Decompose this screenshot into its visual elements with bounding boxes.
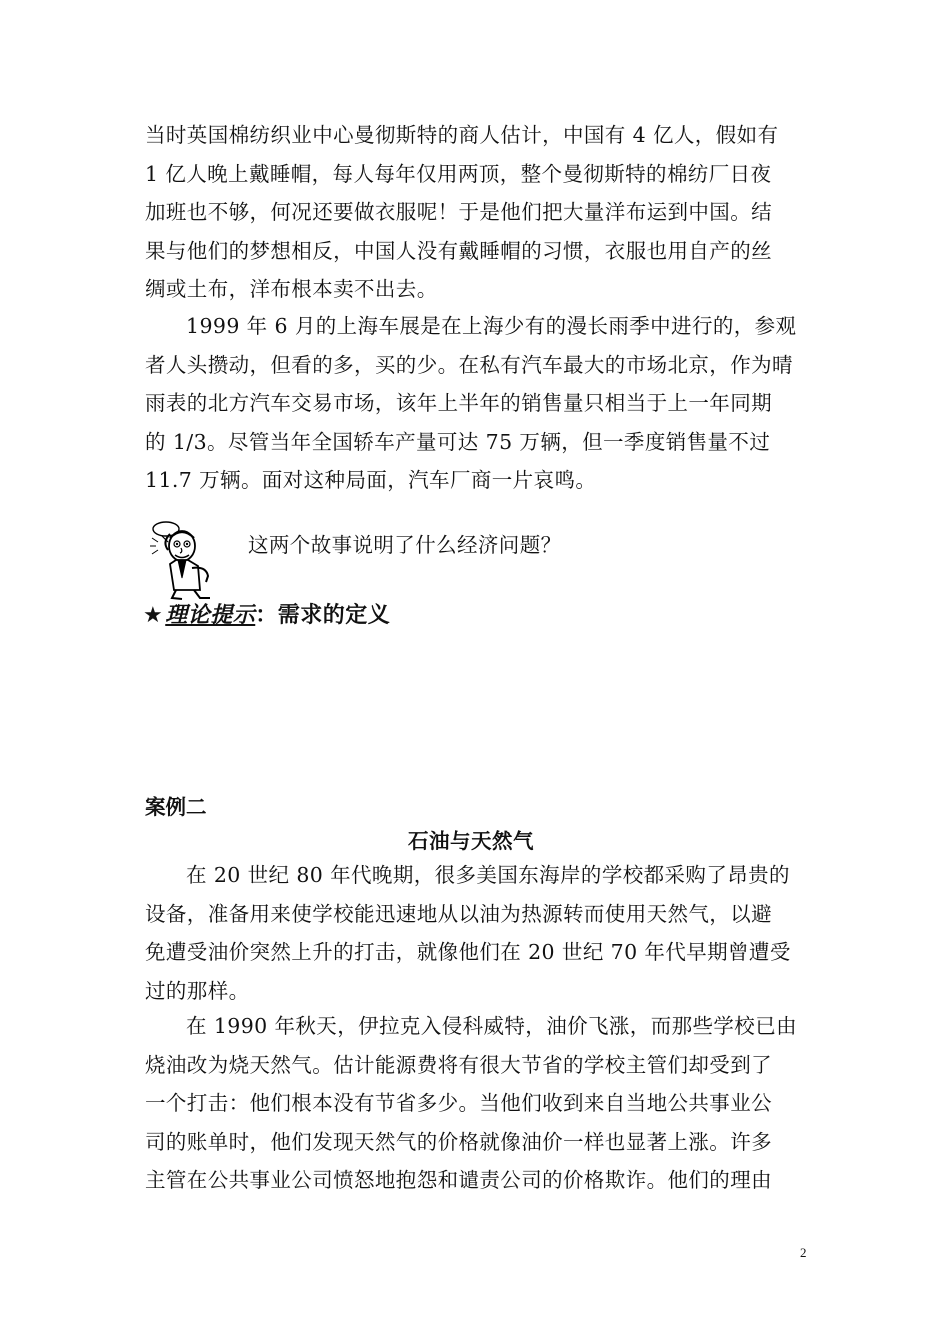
paragraph-auto-show-story <box>145 307 809 500</box>
text-line: 果与他们的梦想相反，中国人没有戴睡帽的习惯，衣服也用自产的丝 <box>145 238 772 263</box>
theory-hint-separator: ： <box>255 603 278 628</box>
text-line: 烧油改为烧天然气。估计能源费将有很大节省的学校主管们却受到了 <box>145 1052 772 1077</box>
text-line: 过的那样。 <box>145 978 250 1003</box>
thinking-man-cartoon-icon <box>148 520 228 602</box>
text-line: 绸或土布，洋布根本卖不出去。 <box>145 277 438 302</box>
text-line: 司的账单时，他们发现天然气的价格就像油价一样也显著上涨。许多 <box>145 1129 772 1154</box>
theory-hint-text: 需求的定义 <box>277 603 391 628</box>
star-icon: ★ <box>143 603 164 628</box>
text-line: 加班也不够，何况还要做衣服呢！于是他们把大量洋布运到中国。结 <box>145 200 772 225</box>
text-line: 者人头攒动，但看的多，买的少。在私有汽车最大的市场北京，作为晴 <box>145 352 793 377</box>
text-line: 的 1/3。尽管当年全国轿车产量可达 75 万辆，但一季度销售量不过 <box>145 429 771 454</box>
page-number: 2 <box>800 1245 807 1260</box>
paragraph-schools-equipment <box>145 856 809 1010</box>
case-heading: 案例二 <box>145 795 207 819</box>
text-line: 在 1990 年秋天，伊拉克入侵科威特，油价飞涨，而那些学校已由 <box>186 1014 798 1038</box>
text-line: 一个打击：他们根本没有节省多少。当他们收到来自当地公共事业公 <box>145 1091 772 1116</box>
paragraph-gas-price-rise <box>145 1007 809 1200</box>
text-line: 免遭受油价突然上升的打击，就像他们在 20 世纪 70 年代早期曾遭受 <box>145 940 791 965</box>
paragraph-manchester-story <box>145 116 809 309</box>
text-line: 主管在公共事业公司愤怒地抱怨和谴责公司的价格欺诈。他们的理由 <box>145 1168 772 1193</box>
theory-hint <box>143 598 390 629</box>
theory-hint-label: 理论提示 <box>165 603 256 628</box>
article-title: 石油与天然气 <box>408 829 534 853</box>
text-line: 1 亿人晚上戴睡帽，每人每年仅用两顶，整个曼彻斯特的棉纺厂日夜 <box>145 161 772 186</box>
discussion-question: 这两个故事说明了什么经济问题？ <box>248 533 562 557</box>
text-line: 当时英国棉纺织业中心曼彻斯特的商人估计，中国有 4 亿人，假如有 <box>145 123 779 147</box>
text-line: 1999 年 6 月的上海车展是在上海少有的漫长雨季中进行的，参观 <box>186 314 797 338</box>
text-line: 11.7 万辆。面对这种局面，汽车厂商一片哀鸣。 <box>145 468 597 493</box>
text-line: 在 20 世纪 80 年代晚期，很多美国东海岸的学校都采购了昂贵的 <box>186 863 790 887</box>
text-line: 雨表的北方汽车交易市场，该年上半年的销售量只相当于上一年同期 <box>145 391 772 416</box>
text-line: 设备，准备用来使学校能迅速地从以油为热源转而使用天然气，以避 <box>145 901 772 926</box>
